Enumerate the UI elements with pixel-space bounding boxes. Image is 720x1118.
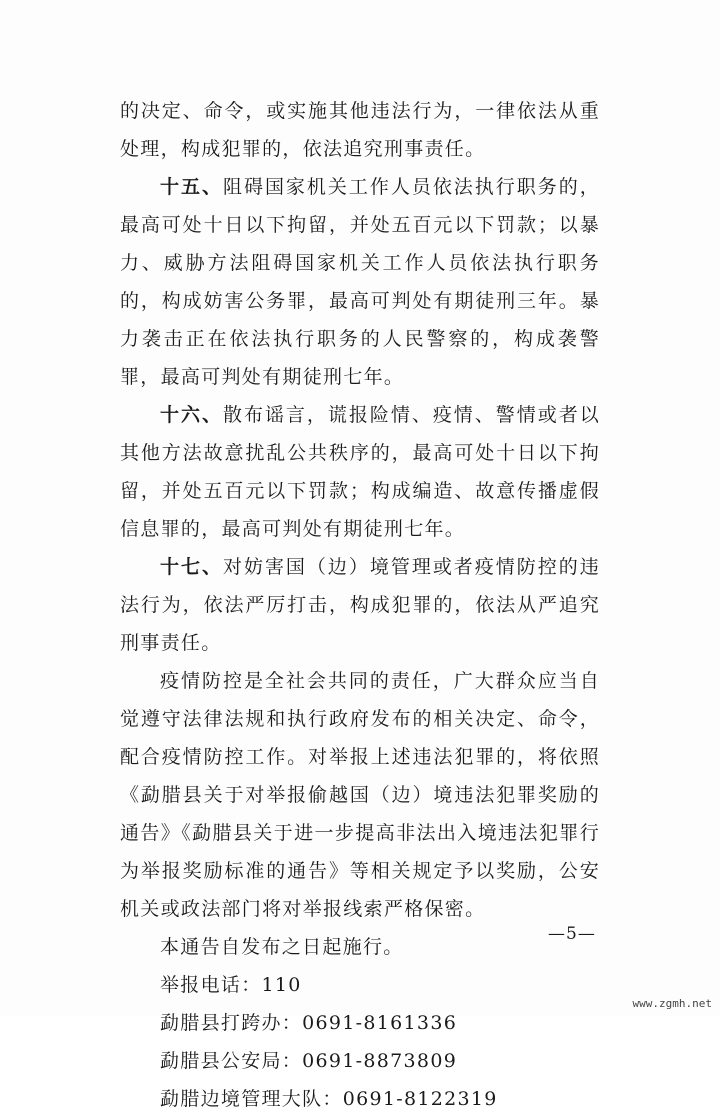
contact-label: 勐腊县打跨办： bbox=[160, 1012, 303, 1034]
paragraph-continuation bbox=[120, 92, 600, 168]
effective-statement: 本通告自发布之日起施行。 bbox=[160, 936, 404, 958]
paragraph-responsibility bbox=[120, 662, 600, 928]
contact-value: 0691-8122319 bbox=[342, 1088, 498, 1110]
contact-value: 0691-8161336 bbox=[302, 1012, 458, 1034]
contact-value: 0691-8873809 bbox=[302, 1050, 458, 1072]
paragraph-text: 对妨害国（边）境管理或者疫情防控的违法行为，依法严厉打击，构成犯罪的，依法从严追究刑事责任。 bbox=[120, 556, 601, 654]
contact-label: 举报电话： bbox=[160, 974, 262, 996]
site-watermark: www.zgmh.net bbox=[632, 997, 712, 1010]
contact-line-office bbox=[120, 1004, 600, 1042]
article-17 bbox=[120, 548, 600, 662]
contact-label: 勐腊边境管理大队： bbox=[160, 1088, 343, 1110]
paragraph-text: 散布谣言，谎报险情、疫情、警情或者以其他方法故意扰乱公共秩序的，最高可处十日以下拘留，并处五百元以下罚款；构成编造、故意传播虚假信息罪的，最高可判处有期徒刑七年。 bbox=[120, 404, 601, 540]
contact-line-police bbox=[120, 1042, 600, 1080]
article-number: 十六、 bbox=[160, 404, 223, 426]
paragraph-text: 的决定、命令，或实施其他违法行为，一律依法从重处理，构成犯罪的，依法追究刑事责任。 bbox=[120, 100, 600, 160]
article-number: 十七、 bbox=[160, 556, 223, 578]
article-15 bbox=[120, 168, 600, 396]
contact-value: 110 bbox=[261, 974, 302, 996]
paragraph-text: 阻碍国家机关工作人员依法执行职务的，最高可处十日以下拘留，并处五百元以下罚款；以暴力、威胁方法阻碍国家机关工作人员依法执行职务的，构成妨害公务罪，最高可判处有期徒刑三年。暴力袭击正在依法执行职务的人民警察的，构成袭警罪，最高可判处有期徒刑七年。 bbox=[120, 176, 601, 388]
page-number: —5— bbox=[548, 924, 596, 944]
document-body bbox=[120, 92, 600, 1118]
paragraph-text: 疫情防控是全社会共同的责任，广大群众应当自觉遵守法律法规和执行政府发布的相关决定、命令，配合疫情防控工作。对举报上述违法犯罪的，将依照《勐腊县关于对举报偷越国（边）境违法犯罪奖励的通告》《勐腊县关于进一步提高非法出入境违法犯罪行为举报奖励标准的通告》等相关规定予以奖励，公安机关或政法部门将对举报线索严格保密。 bbox=[120, 670, 600, 920]
contact-line-border bbox=[120, 1080, 600, 1118]
contact-line-report bbox=[120, 966, 600, 1004]
article-number: 十五、 bbox=[160, 176, 223, 198]
article-16 bbox=[120, 396, 600, 548]
contact-label: 勐腊县公安局： bbox=[160, 1050, 303, 1072]
